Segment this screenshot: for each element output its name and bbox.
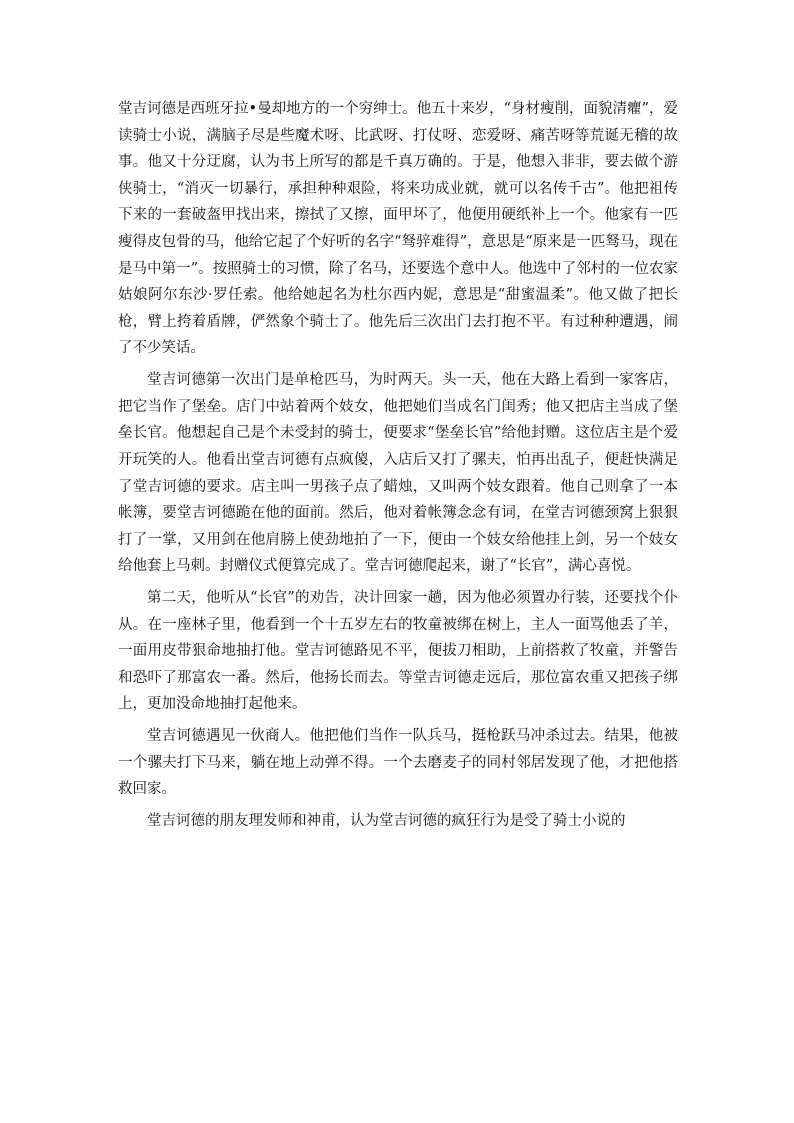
document-body — [118, 96, 678, 840]
paragraph-2: 堂吉诃德第一次出门是单枪匹马，为时两天。头一天，他在大路上看到一家客店，把它当作了堡垒。店门中站着两个妓女，他把她们当成名门闺秀；他又把店主当成了堡垒长官。他想起自己是个未受封的骑士，便要求“堡垒长官”给他封赠。这位店主是个爱开玩笑的人。他看出堂吉诃德有点疯傻，入店后又打了骡夫，怕再出乱子，便赶快满足了堂吉诃德的要求。店主叫一男孩子点了蜡烛，又叫两个妓女跟着。他自己则拿了一本帐簿，要堂吉诃德跪在他的面前。然后，他对着帐簿念念有词，在堂吉诃德颈窝上狠狠打了一掌，又用剑在他肩膀上使劲地拍了一下，便由一个妓女给他挂上剑，另一个妓女给他套上马刺。封赠仪式便算完成了。堂吉诃德爬起来，谢了“长官”，满心喜悦。 — [118, 372, 678, 575]
paragraph-5: 堂吉诃德的朋友理发师和神甫，认为堂吉诃德的疯狂行为是受了骑士小说的 — [147, 813, 626, 830]
paragraph-1: 堂吉诃德是西班牙拉•曼却地方的一个穷绅士。他五十来岁，“身材瘦削，面貌清癯”，爱读骑士小说，满脑子尽是些魔术呀、比武呀、打仗呀、恋爱呀、痛苦呀等荒诞无稽的故事。他又十分迂腐，认为书上所写的都是千真万确的。于是，他想入非非，要去做个游侠骑士，“消灭一切暴行，承担种种艰险，将来功成业就，就可以名传千古”。他把祖传下来的一套破盔甲找出来，擦拭了又擦，面甲坏了，他便用硬纸补上一个。他家有一匹瘦得皮包骨的马，他给它起了个好听的名字“驽骍难得”，意思是“原来是一匹驽马，现在是马中第一”。按照骑士的习惯，除了名马，还要选个意中人。他选中了邻村的一位农家姑娘阿尔东沙·罗任索。他给她起名为杜尔西内妮，意思是“甜蜜温柔”。他又做了把长枪，臂上挎着盾牌，俨然象个骑士了。他先后三次出门去打抱不平。有过种种遭遇，闹了不少笑话。 — [118, 101, 678, 357]
paragraph-4: 堂吉诃德遇见一伙商人。他把他们当作一队兵马，挺枪跃马冲杀过去。结果，他被一个骡夫打下马来，躺在地上动弹不得。一个去磨麦子的同村邻居发现了他，才把他搭救回家。 — [118, 728, 678, 798]
paragraph-3: 第二天，他听从“长官”的劝告，决计回家一趟，因为他必须置办行装，还要找个仆从。在一座林子里，他看到一个十五岁左右的牧童被绑在树上，主人一面骂他丢了羊，一面用皮带狠命地抽打他。堂吉诃德路见不平，便拔刀相助，上前搭救了牧童，并警告和恐吓了那富农一番。然后，他扬长而去。等堂吉诃德走远后，那位富农重又把孩子绑上，更加没命地抽打起他来。 — [118, 590, 678, 713]
